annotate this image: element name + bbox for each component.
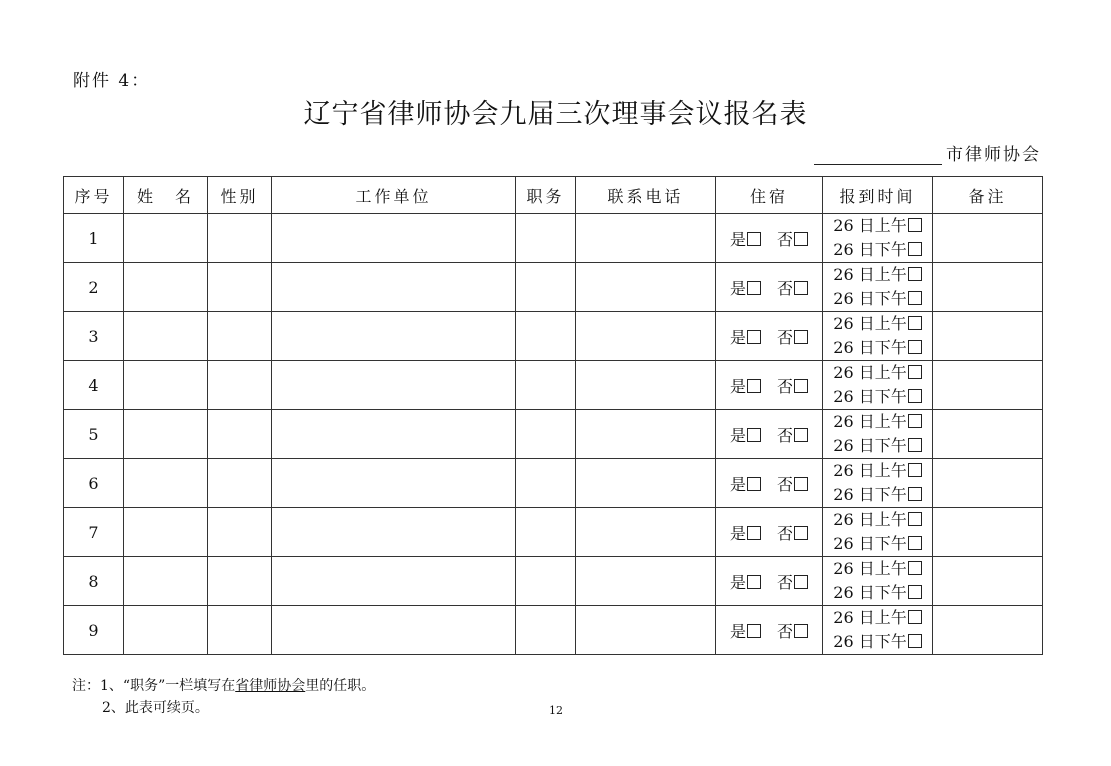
- arrival-pm-option[interactable]: [823, 581, 932, 605]
- arrival-am-checkbox[interactable]: [908, 316, 922, 330]
- lodging-yes-checkbox[interactable]: [747, 428, 761, 442]
- arrival-pm-option[interactable]: [823, 336, 932, 360]
- arrival-am-checkbox[interactable]: [908, 267, 922, 281]
- page-number: 12: [549, 704, 563, 717]
- lodging-no-option[interactable]: [777, 472, 808, 495]
- attachment-label: 附件 4：: [73, 71, 151, 91]
- lodging-no-option[interactable]: [777, 374, 808, 397]
- employer-cell[interactable]: [272, 312, 516, 361]
- lodging-yes-checkbox[interactable]: [747, 526, 761, 540]
- name-cell[interactable]: [124, 606, 208, 655]
- phone-cell[interactable]: [576, 263, 716, 312]
- header-seq: 序号: [64, 177, 124, 214]
- table-row: [64, 557, 1043, 606]
- lodging-yes-checkbox[interactable]: [747, 624, 761, 638]
- lodging-no-checkbox[interactable]: [794, 281, 808, 295]
- gender-cell[interactable]: [208, 459, 272, 508]
- arrival-am-label: 26 日上午: [833, 461, 907, 480]
- position-cell[interactable]: [516, 361, 576, 410]
- arrival-pm-option[interactable]: [823, 532, 932, 556]
- arrival-pm-checkbox[interactable]: [908, 291, 922, 305]
- note-1: [72, 675, 375, 697]
- lodging-yes-option[interactable]: [730, 325, 761, 348]
- lodging-yes-label: 是: [729, 278, 746, 298]
- lodging-yes-checkbox[interactable]: [747, 575, 761, 589]
- arrival-am-checkbox[interactable]: [908, 512, 922, 526]
- header-gender: 性别: [208, 177, 272, 214]
- lodging-yes-checkbox[interactable]: [747, 379, 761, 393]
- arrival-am-label: 26 日上午: [833, 608, 907, 627]
- lodging-cell: [716, 410, 823, 459]
- seq-cell: 1: [64, 214, 124, 263]
- arrival-am-checkbox[interactable]: [908, 561, 922, 575]
- lodging-no-checkbox[interactable]: [794, 379, 808, 393]
- seq-cell: 9: [64, 606, 124, 655]
- lodging-yes-label: 是: [729, 425, 746, 445]
- arrival-pm-checkbox[interactable]: [908, 340, 922, 354]
- lodging-yes-label: 是: [729, 572, 746, 592]
- header-phone: 联系电话: [576, 177, 716, 214]
- lodging-no-label: 否: [777, 572, 794, 592]
- arrival-pm-label: 26 日下午: [833, 338, 907, 357]
- gender-cell[interactable]: [208, 508, 272, 557]
- name-cell[interactable]: [124, 410, 208, 459]
- lodging-yes-checkbox[interactable]: [747, 330, 761, 344]
- lodging-no-label: 否: [777, 278, 794, 298]
- lodging-yes-label: 是: [729, 327, 746, 347]
- position-cell[interactable]: [516, 459, 576, 508]
- lodging-no-label: 否: [777, 474, 794, 494]
- notes: [72, 675, 375, 719]
- lodging-no-option[interactable]: [777, 619, 808, 642]
- lodging-yes-option[interactable]: [730, 570, 761, 593]
- position-cell[interactable]: [516, 557, 576, 606]
- lodging-yes-option[interactable]: [730, 521, 761, 544]
- arrival-pm-checkbox[interactable]: [908, 634, 922, 648]
- remarks-cell[interactable]: [933, 214, 1043, 263]
- note-1-suffix: 里的任职。: [305, 678, 376, 694]
- note-2: 2、此表可续页。: [102, 700, 209, 716]
- arrival-pm-option[interactable]: [823, 238, 932, 262]
- lodging-cell: [716, 361, 823, 410]
- employer-cell[interactable]: [272, 606, 516, 655]
- header-row: [64, 177, 1043, 214]
- seq-cell: 5: [64, 410, 124, 459]
- arrival-cell: [823, 361, 933, 410]
- header-name: 姓 名: [124, 177, 208, 214]
- arrival-pm-label: 26 日下午: [833, 485, 907, 504]
- lodging-cell: [716, 312, 823, 361]
- arrival-cell: [823, 606, 933, 655]
- lodging-yes-option[interactable]: [730, 276, 761, 299]
- name-cell[interactable]: [124, 312, 208, 361]
- arrival-pm-checkbox[interactable]: [908, 242, 922, 256]
- remarks-cell[interactable]: [933, 361, 1043, 410]
- gender-cell[interactable]: [208, 312, 272, 361]
- lodging-yes-option[interactable]: [730, 619, 761, 642]
- employer-cell[interactable]: [272, 263, 516, 312]
- table-row: [64, 410, 1043, 459]
- lodging-no-option[interactable]: [777, 325, 808, 348]
- arrival-am-checkbox[interactable]: [908, 463, 922, 477]
- table-row: [64, 214, 1043, 263]
- arrival-cell: [823, 263, 933, 312]
- arrival-am-label: 26 日上午: [833, 559, 907, 578]
- remarks-cell[interactable]: [933, 606, 1043, 655]
- gender-cell[interactable]: [208, 214, 272, 263]
- lodging-no-checkbox[interactable]: [794, 330, 808, 344]
- phone-cell[interactable]: [576, 508, 716, 557]
- phone-cell[interactable]: [576, 410, 716, 459]
- arrival-cell: [823, 312, 933, 361]
- arrival-pm-label: 26 日下午: [833, 583, 907, 602]
- lodging-yes-option[interactable]: [730, 227, 761, 250]
- arrival-am-option[interactable]: [823, 459, 932, 483]
- lodging-no-label: 否: [777, 523, 794, 543]
- arrival-pm-checkbox[interactable]: [908, 536, 922, 550]
- lodging-yes-checkbox[interactable]: [747, 281, 761, 295]
- arrival-cell: [823, 410, 933, 459]
- lodging-yes-label: 是: [729, 229, 746, 249]
- lodging-no-checkbox[interactable]: [794, 575, 808, 589]
- phone-cell[interactable]: [576, 459, 716, 508]
- lodging-no-option[interactable]: [777, 423, 808, 446]
- lodging-yes-label: 是: [729, 523, 746, 543]
- arrival-pm-label: 26 日下午: [833, 289, 907, 308]
- lodging-cell: [716, 606, 823, 655]
- remarks-cell[interactable]: [933, 263, 1043, 312]
- remarks-cell[interactable]: [933, 312, 1043, 361]
- lodging-cell: [716, 263, 823, 312]
- lodging-no-option[interactable]: [777, 276, 808, 299]
- arrival-cell: [823, 214, 933, 263]
- arrival-pm-label: 26 日下午: [833, 534, 907, 553]
- arrival-am-label: 26 日上午: [833, 265, 907, 284]
- arrival-pm-checkbox[interactable]: [908, 487, 922, 501]
- arrival-am-option[interactable]: [823, 263, 932, 287]
- lodging-no-option[interactable]: [777, 570, 808, 593]
- seq-cell: 2: [64, 263, 124, 312]
- arrival-cell: [823, 459, 933, 508]
- arrival-am-option[interactable]: [823, 557, 932, 581]
- lodging-yes-label: 是: [729, 474, 746, 494]
- lodging-no-checkbox[interactable]: [794, 526, 808, 540]
- arrival-pm-option[interactable]: [823, 385, 932, 409]
- lodging-no-label: 否: [777, 425, 794, 445]
- lodging-no-checkbox[interactable]: [794, 477, 808, 491]
- phone-cell[interactable]: [576, 557, 716, 606]
- arrival-pm-option[interactable]: [823, 630, 932, 654]
- arrival-pm-checkbox[interactable]: [908, 585, 922, 599]
- arrival-am-option[interactable]: [823, 410, 932, 434]
- position-cell[interactable]: [516, 508, 576, 557]
- employer-cell[interactable]: [272, 508, 516, 557]
- arrival-pm-label: 26 日下午: [833, 240, 907, 259]
- arrival-am-checkbox[interactable]: [908, 414, 922, 428]
- arrival-am-checkbox[interactable]: [908, 218, 922, 232]
- arrival-pm-checkbox[interactable]: [908, 389, 922, 403]
- arrival-am-option[interactable]: [823, 508, 932, 532]
- gender-cell[interactable]: [208, 410, 272, 459]
- lodging-yes-checkbox[interactable]: [747, 232, 761, 246]
- position-cell[interactable]: [516, 606, 576, 655]
- employer-cell[interactable]: [272, 557, 516, 606]
- arrival-am-label: 26 日上午: [833, 363, 907, 382]
- gender-cell[interactable]: [208, 557, 272, 606]
- employer-cell[interactable]: [272, 214, 516, 263]
- remarks-cell[interactable]: [933, 508, 1043, 557]
- lodging-no-checkbox[interactable]: [794, 428, 808, 442]
- arrival-pm-option[interactable]: [823, 434, 932, 458]
- arrival-am-option[interactable]: [823, 214, 932, 238]
- header-lodging: 住宿: [716, 177, 823, 214]
- note-1-prefix: 注：1、“职务”一栏填写在: [72, 678, 236, 694]
- position-cell[interactable]: [516, 410, 576, 459]
- remarks-cell[interactable]: [933, 557, 1043, 606]
- lodging-yes-label: 是: [729, 621, 746, 641]
- lodging-yes-label: 是: [729, 376, 746, 396]
- arrival-am-checkbox[interactable]: [908, 610, 922, 624]
- seq-cell: 3: [64, 312, 124, 361]
- phone-cell[interactable]: [576, 361, 716, 410]
- table-row: [64, 361, 1043, 410]
- lodging-no-option[interactable]: [777, 227, 808, 250]
- lodging-no-option[interactable]: [777, 521, 808, 544]
- arrival-cell: [823, 557, 933, 606]
- phone-cell[interactable]: [576, 214, 716, 263]
- arrival-am-label: 26 日上午: [833, 314, 907, 333]
- header-arrival: 报到时间: [823, 177, 933, 214]
- lodging-yes-option[interactable]: [730, 423, 761, 446]
- lodging-yes-option[interactable]: [730, 472, 761, 495]
- arrival-am-option[interactable]: [823, 361, 932, 385]
- seq-cell: 6: [64, 459, 124, 508]
- city-blank-line[interactable]: [814, 146, 942, 165]
- employer-cell[interactable]: [272, 410, 516, 459]
- table-row: [64, 508, 1043, 557]
- employer-cell[interactable]: [272, 459, 516, 508]
- arrival-pm-label: 26 日下午: [833, 632, 907, 651]
- lodging-cell: [716, 214, 823, 263]
- arrival-pm-checkbox[interactable]: [908, 438, 922, 452]
- arrival-pm-option[interactable]: [823, 483, 932, 507]
- arrival-pm-label: 26 日下午: [833, 387, 907, 406]
- header-remarks: 备注: [933, 177, 1043, 214]
- position-cell[interactable]: [516, 263, 576, 312]
- remarks-cell[interactable]: [933, 410, 1043, 459]
- name-cell[interactable]: [124, 557, 208, 606]
- position-cell[interactable]: [516, 312, 576, 361]
- arrival-am-label: 26 日上午: [833, 412, 907, 431]
- seq-cell: 4: [64, 361, 124, 410]
- name-cell[interactable]: [124, 459, 208, 508]
- arrival-am-checkbox[interactable]: [908, 365, 922, 379]
- lodging-no-label: 否: [777, 327, 794, 347]
- city-association-suffix: 市律师协会: [946, 145, 1041, 165]
- name-cell[interactable]: [124, 508, 208, 557]
- arrival-am-label: 26 日上午: [833, 216, 907, 235]
- employer-cell[interactable]: [272, 361, 516, 410]
- lodging-cell: [716, 508, 823, 557]
- page-title: 辽宁省律师协会九届三次理事会议报名表: [303, 99, 808, 130]
- arrival-pm-option[interactable]: [823, 287, 932, 311]
- gender-cell[interactable]: [208, 263, 272, 312]
- registration-table: [63, 176, 1043, 655]
- arrival-am-option[interactable]: [823, 312, 932, 336]
- table-row: [64, 606, 1043, 655]
- remarks-cell[interactable]: [933, 459, 1043, 508]
- lodging-no-checkbox[interactable]: [794, 624, 808, 638]
- name-cell[interactable]: [124, 214, 208, 263]
- header-position: 职务: [516, 177, 576, 214]
- lodging-no-label: 否: [777, 376, 794, 396]
- phone-cell[interactable]: [576, 312, 716, 361]
- position-cell[interactable]: [516, 214, 576, 263]
- gender-cell[interactable]: [208, 361, 272, 410]
- arrival-am-label: 26 日上午: [833, 510, 907, 529]
- arrival-am-option[interactable]: [823, 606, 932, 630]
- name-cell[interactable]: [124, 361, 208, 410]
- table-row: [64, 459, 1043, 508]
- seq-cell: 7: [64, 508, 124, 557]
- city-association-line: [814, 140, 1041, 165]
- lodging-no-label: 否: [777, 229, 794, 249]
- table-row: [64, 263, 1043, 312]
- header-employer: 工作单位: [272, 177, 516, 214]
- phone-cell[interactable]: [576, 606, 716, 655]
- table-row: [64, 312, 1043, 361]
- lodging-cell: [716, 557, 823, 606]
- lodging-no-checkbox[interactable]: [794, 232, 808, 246]
- lodging-no-label: 否: [777, 621, 794, 641]
- table-body: [64, 214, 1043, 655]
- lodging-cell: [716, 459, 823, 508]
- arrival-cell: [823, 508, 933, 557]
- seq-cell: 8: [64, 557, 124, 606]
- arrival-pm-label: 26 日下午: [833, 436, 907, 455]
- name-cell[interactable]: [124, 263, 208, 312]
- lodging-yes-option[interactable]: [730, 374, 761, 397]
- note-1-underlined: 省律师协会: [235, 678, 306, 694]
- gender-cell[interactable]: [208, 606, 272, 655]
- lodging-yes-checkbox[interactable]: [747, 477, 761, 491]
